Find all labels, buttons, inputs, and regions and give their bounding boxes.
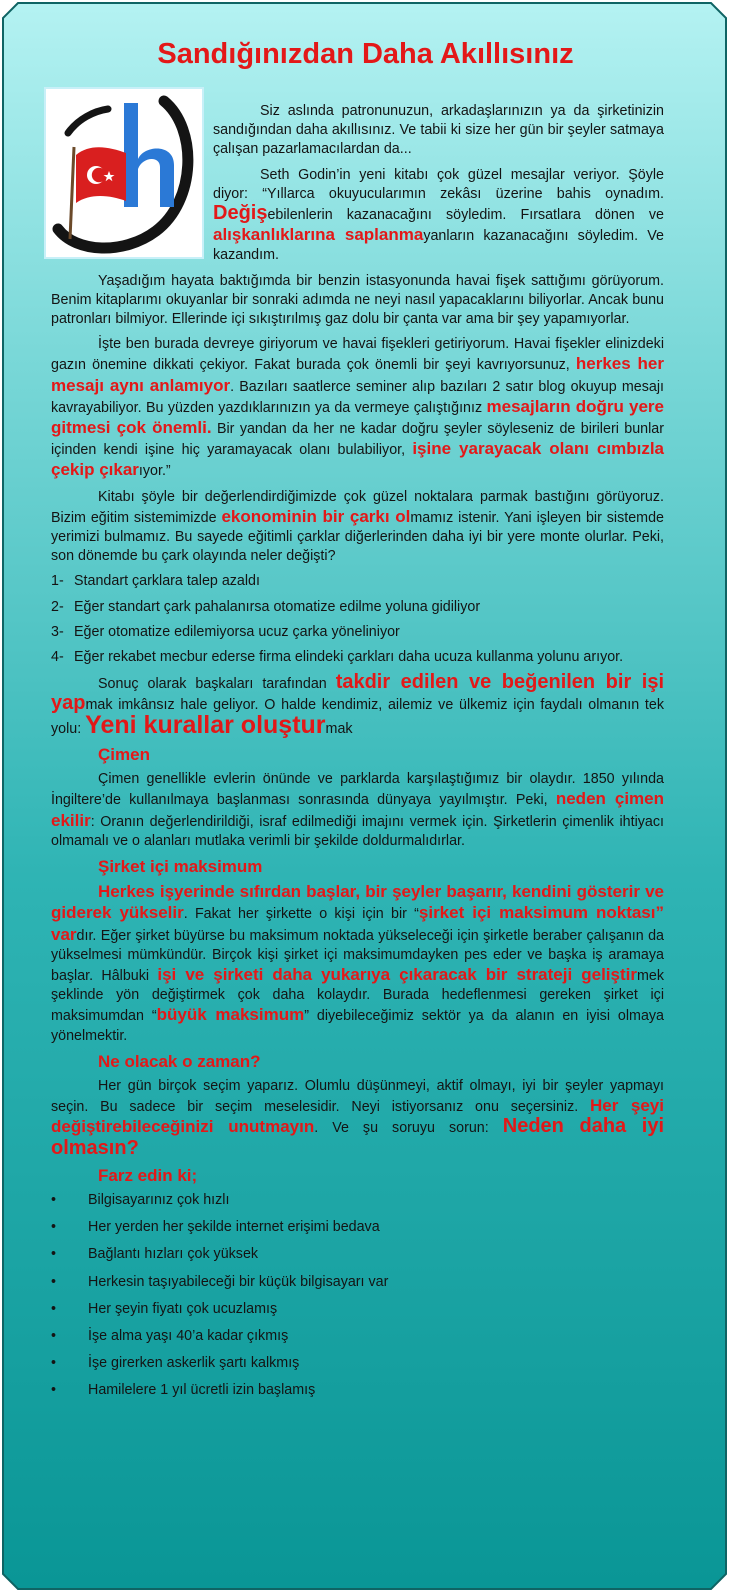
list-number: 3- xyxy=(51,623,64,640)
highlight-text: mesajların doğru yere gitmesi çok önemli. xyxy=(51,396,664,438)
highlight-text: takdir edilen ve beğenilen bir işi yap xyxy=(51,671,665,715)
list-item xyxy=(51,1218,664,1237)
list-item xyxy=(51,1354,664,1373)
bullet-icon: • xyxy=(51,1219,57,1236)
paragraph-text: mak xyxy=(325,720,353,737)
paragraph-text: : Oranın değerlendirildiği, israf edilmediği imajını vermek için. Şirketlerin çimenlik ihtiyacı olmamalı ve o alanları mutlaka verimli bir şekilde doldurmalıdırlar. xyxy=(51,813,664,849)
paragraph-maksimum xyxy=(51,882,664,1046)
highlight-text: ekonominin bir çarkı ol xyxy=(221,506,411,526)
list-item-text: Eğer standart çark pahalanırsa otomatize edilme yoluna gidiliyor xyxy=(74,598,481,615)
paragraph-text: Sonuç olarak başkaları tarafından xyxy=(98,676,336,693)
list-item xyxy=(51,1300,664,1319)
paragraph-text: . Ve şu soruyu sorun: xyxy=(314,1120,503,1137)
page-title: Sandığınızdan Daha Akıllısınız xyxy=(157,38,574,70)
numbered-list xyxy=(51,572,664,667)
paragraph-education xyxy=(51,488,664,567)
paragraph-text: . Fakat her şirkette o kişi için bir “ xyxy=(183,906,419,923)
section-heading-farz-edin: Farz edin ki; xyxy=(98,1165,198,1185)
highlight-text: işi ve şirketi daha yukarıya çıkaracak bir strateji geliştir xyxy=(157,964,637,984)
list-number: 1- xyxy=(51,573,64,590)
list-item-text: İşe girerken askerlik şartı kalkmış xyxy=(88,1355,300,1372)
paragraph-text: ebilenlerin kazanacağını söyledim. Fırsatlara dönen ve xyxy=(267,207,664,224)
bullet-icon: • xyxy=(51,1327,57,1344)
highlight-text: şirket içi maksimum noktası” var xyxy=(51,903,664,944)
paragraph-text: mamız istenir. Yani işleyen bir sistemde yerimizi bulmamız. Bu sayede eğitimli çarklar diğerlerinden daha iyi bir yere monte olurlar. Peki, son dönemde bu çark olayında neler değişti? xyxy=(51,509,664,565)
paragraph-text: Bir yandan da her ne kadar doğru şeyler söyleseniz de birileri bunlar içinden kendi işine hiç yaramayacak olanı bulabiliyor, xyxy=(51,421,664,459)
bullet-icon: • xyxy=(51,1355,57,1372)
list-item xyxy=(51,1273,664,1292)
paragraph-cimen xyxy=(51,770,664,851)
paragraph-text: Kitabı şöyle bir değerlendirdiğimizde çok güzel noktalara parmak bastığını görüyoruz. Bizim eğitim sistemimizde xyxy=(51,488,664,526)
highlight-text: Yeni kurallar oluştur xyxy=(85,710,326,739)
highlight-text: herkes her mesajı aynı anlamıyor xyxy=(51,354,665,395)
paragraph-message xyxy=(51,335,664,481)
paragraph-text: ” diyebileceğimiz sektör ya da alanın en iyisi olmaya yönelmektir. xyxy=(51,1008,665,1044)
paragraph-text: . Bazıları saatlerce seminer alıp bazıları 2 satır blog okuyup mesajı kavrayabiliyor. Bu yüzden yazdıklarınızın ya da vermeye çalıştığınız xyxy=(51,378,664,416)
list-item-text: Bilgisayarınız çok hızlı xyxy=(88,1191,230,1208)
list-item xyxy=(51,1381,664,1400)
list-item xyxy=(51,1327,664,1346)
highlight-text: alışkanlıklarına saplanma xyxy=(213,225,424,245)
paragraph-text: mak imkânsız hale geliyor. O halde kendimiz, ailemiz ve ülkemiz için faydalı olmanın tek yolu: xyxy=(51,697,664,737)
paragraph-ne-olacak xyxy=(51,1077,664,1160)
paragraph-text: Seth Godin’in yeni kitabı çok güzel mesajlar veriyor. Şöyle diyor: “Yıllarca okuyucularımın zekâsı üzerine bahis oynadım. xyxy=(213,166,664,202)
list-item-text: İşe alma yaşı 40’a kadar çıkmış xyxy=(88,1327,289,1344)
list-item-text: Standart çarklara talep azaldı xyxy=(74,573,260,590)
highlight-text: Değiş xyxy=(213,202,268,225)
list-number: 4- xyxy=(51,649,64,666)
list-item xyxy=(51,623,664,642)
section-heading-cimen: Çimen xyxy=(98,744,150,764)
bullet-icon: • xyxy=(51,1191,57,1208)
paragraph-text: Çimen genellikle evlerin önünde ve parklarda karşılaştığımız bir olaydır. 1850 yılında İngiltere’de kullanılmaya başlanması sonrasında dünyaya yayılmıştır. Peki, xyxy=(51,771,664,809)
paragraph-text: Yaşadığım hayata baktığımda bir benzin istasyonunda havai fişek sattığımı görüyorum. Benim kitaplarımı okuyanlar bir sonraki adımda ne neyi nasıl yapacaklarını biliyorlar. Ancak bunu patronları bilmiyor. Ellerinde içi sıkıştırılmış gaz dolu bir çanta var ama bir şey yapamıyorlar. xyxy=(51,272,664,328)
paragraph-text: yanların kazanacağını söyledim. Ve kazandım. xyxy=(213,228,664,264)
bullet-icon: • xyxy=(51,1300,57,1317)
highlight-text: işine yarayacak olanı cımbızla çekip çıkar xyxy=(51,439,664,480)
list-item-text: Her şeyin fiyatı çok ucuzlamış xyxy=(88,1300,278,1317)
list-item-text: Eğer rekabet mecbur ederse firma elindeki çarkları daha ucuza kullanma yolunu arıyor. xyxy=(74,649,624,666)
paragraph-text: Her gün birçok seçim yaparız. Olumlu düşünmeyi, aktif olmayı, iyi bir şeyler yapmayı seçin. Bu sadece bir seçim meselesidir. Neyi istiyorsanız onu seçersiniz. xyxy=(51,1077,664,1116)
paragraph-text: mek şeklinde yön değiştirmek çok daha kolaydır. Burada hedeflenmesi gereken şirket içi maksimumdan “ xyxy=(51,967,664,1025)
article-body xyxy=(51,102,664,1409)
bullet-list xyxy=(51,1191,664,1401)
highlight-text: neden çimen ekilir xyxy=(51,789,664,830)
highlight-text: Neden daha iyi olmasın? xyxy=(51,1115,664,1159)
section-heading-ne-olacak: Ne olacak o zaman? xyxy=(98,1051,261,1071)
bullet-icon: • xyxy=(51,1273,57,1290)
list-item-text: Her yerden her şekilde internet erişimi bedava xyxy=(88,1219,380,1236)
highlight-text: Her şeyi değiştirebileceğinizi unutmayın xyxy=(51,1096,664,1137)
highlight-text: büyük maksimum xyxy=(156,1005,305,1025)
list-item xyxy=(51,598,664,617)
list-item xyxy=(51,572,664,591)
list-item xyxy=(51,1191,664,1210)
bullet-icon: • xyxy=(51,1382,57,1399)
list-item-text: Herkesin taşıyabileceği bir küçük bilgisayarı var xyxy=(88,1273,389,1290)
paragraph-conclusion xyxy=(51,673,664,739)
list-item-text: Hamilelere 1 yıl ücretli izin başlamış xyxy=(88,1382,316,1399)
list-item xyxy=(51,1245,664,1264)
bullet-icon: • xyxy=(51,1246,57,1263)
paragraph-text: Siz aslında patronunuzun, arkadaşlarınızın ya da şirketinizin sandığından daha akıllısınız. Ve tabii ki size her gün bir şeyler satmaya çalışan pazarlamacılardan da... xyxy=(213,103,664,158)
highlight-text: Herkes işyerinde sıfırdan başlar, bir şeyler başarır, kendini gösterir ve giderek yükselir xyxy=(51,882,664,923)
paragraph-text: dır. Eğer şirket büyürse bu maksimum noktada yükseleceği için şirketle beraber çalışanın da yükselmesi mümkündür. Birçok kişi şirket içi maksimumdayken pes eder ve başka iş aramaya başlar. Hâlbuki xyxy=(51,927,664,984)
paragraph-fireworks xyxy=(51,272,664,330)
paragraph-text: ıyor.” xyxy=(138,463,171,480)
list-item-text: Bağlantı hızları çok yüksek xyxy=(88,1246,259,1263)
paragraph-text: İşte ben burada devreye giriyorum ve havai fişekleri getiriyorum. Havai fişekler elinizdeki gazın önemine dikkati çekiyor. Fakat burada çok önemli bir şeyi kavrıyorsunuz, xyxy=(51,336,664,374)
list-number: 2- xyxy=(51,598,64,615)
list-item xyxy=(51,648,664,667)
logo-spacer xyxy=(51,102,213,262)
list-item-text: Eğer otomatize edilemiyorsa ucuz çarka yöneliniyor xyxy=(74,623,400,640)
section-heading-maksimum: Şirket içi maksimum xyxy=(98,856,263,876)
